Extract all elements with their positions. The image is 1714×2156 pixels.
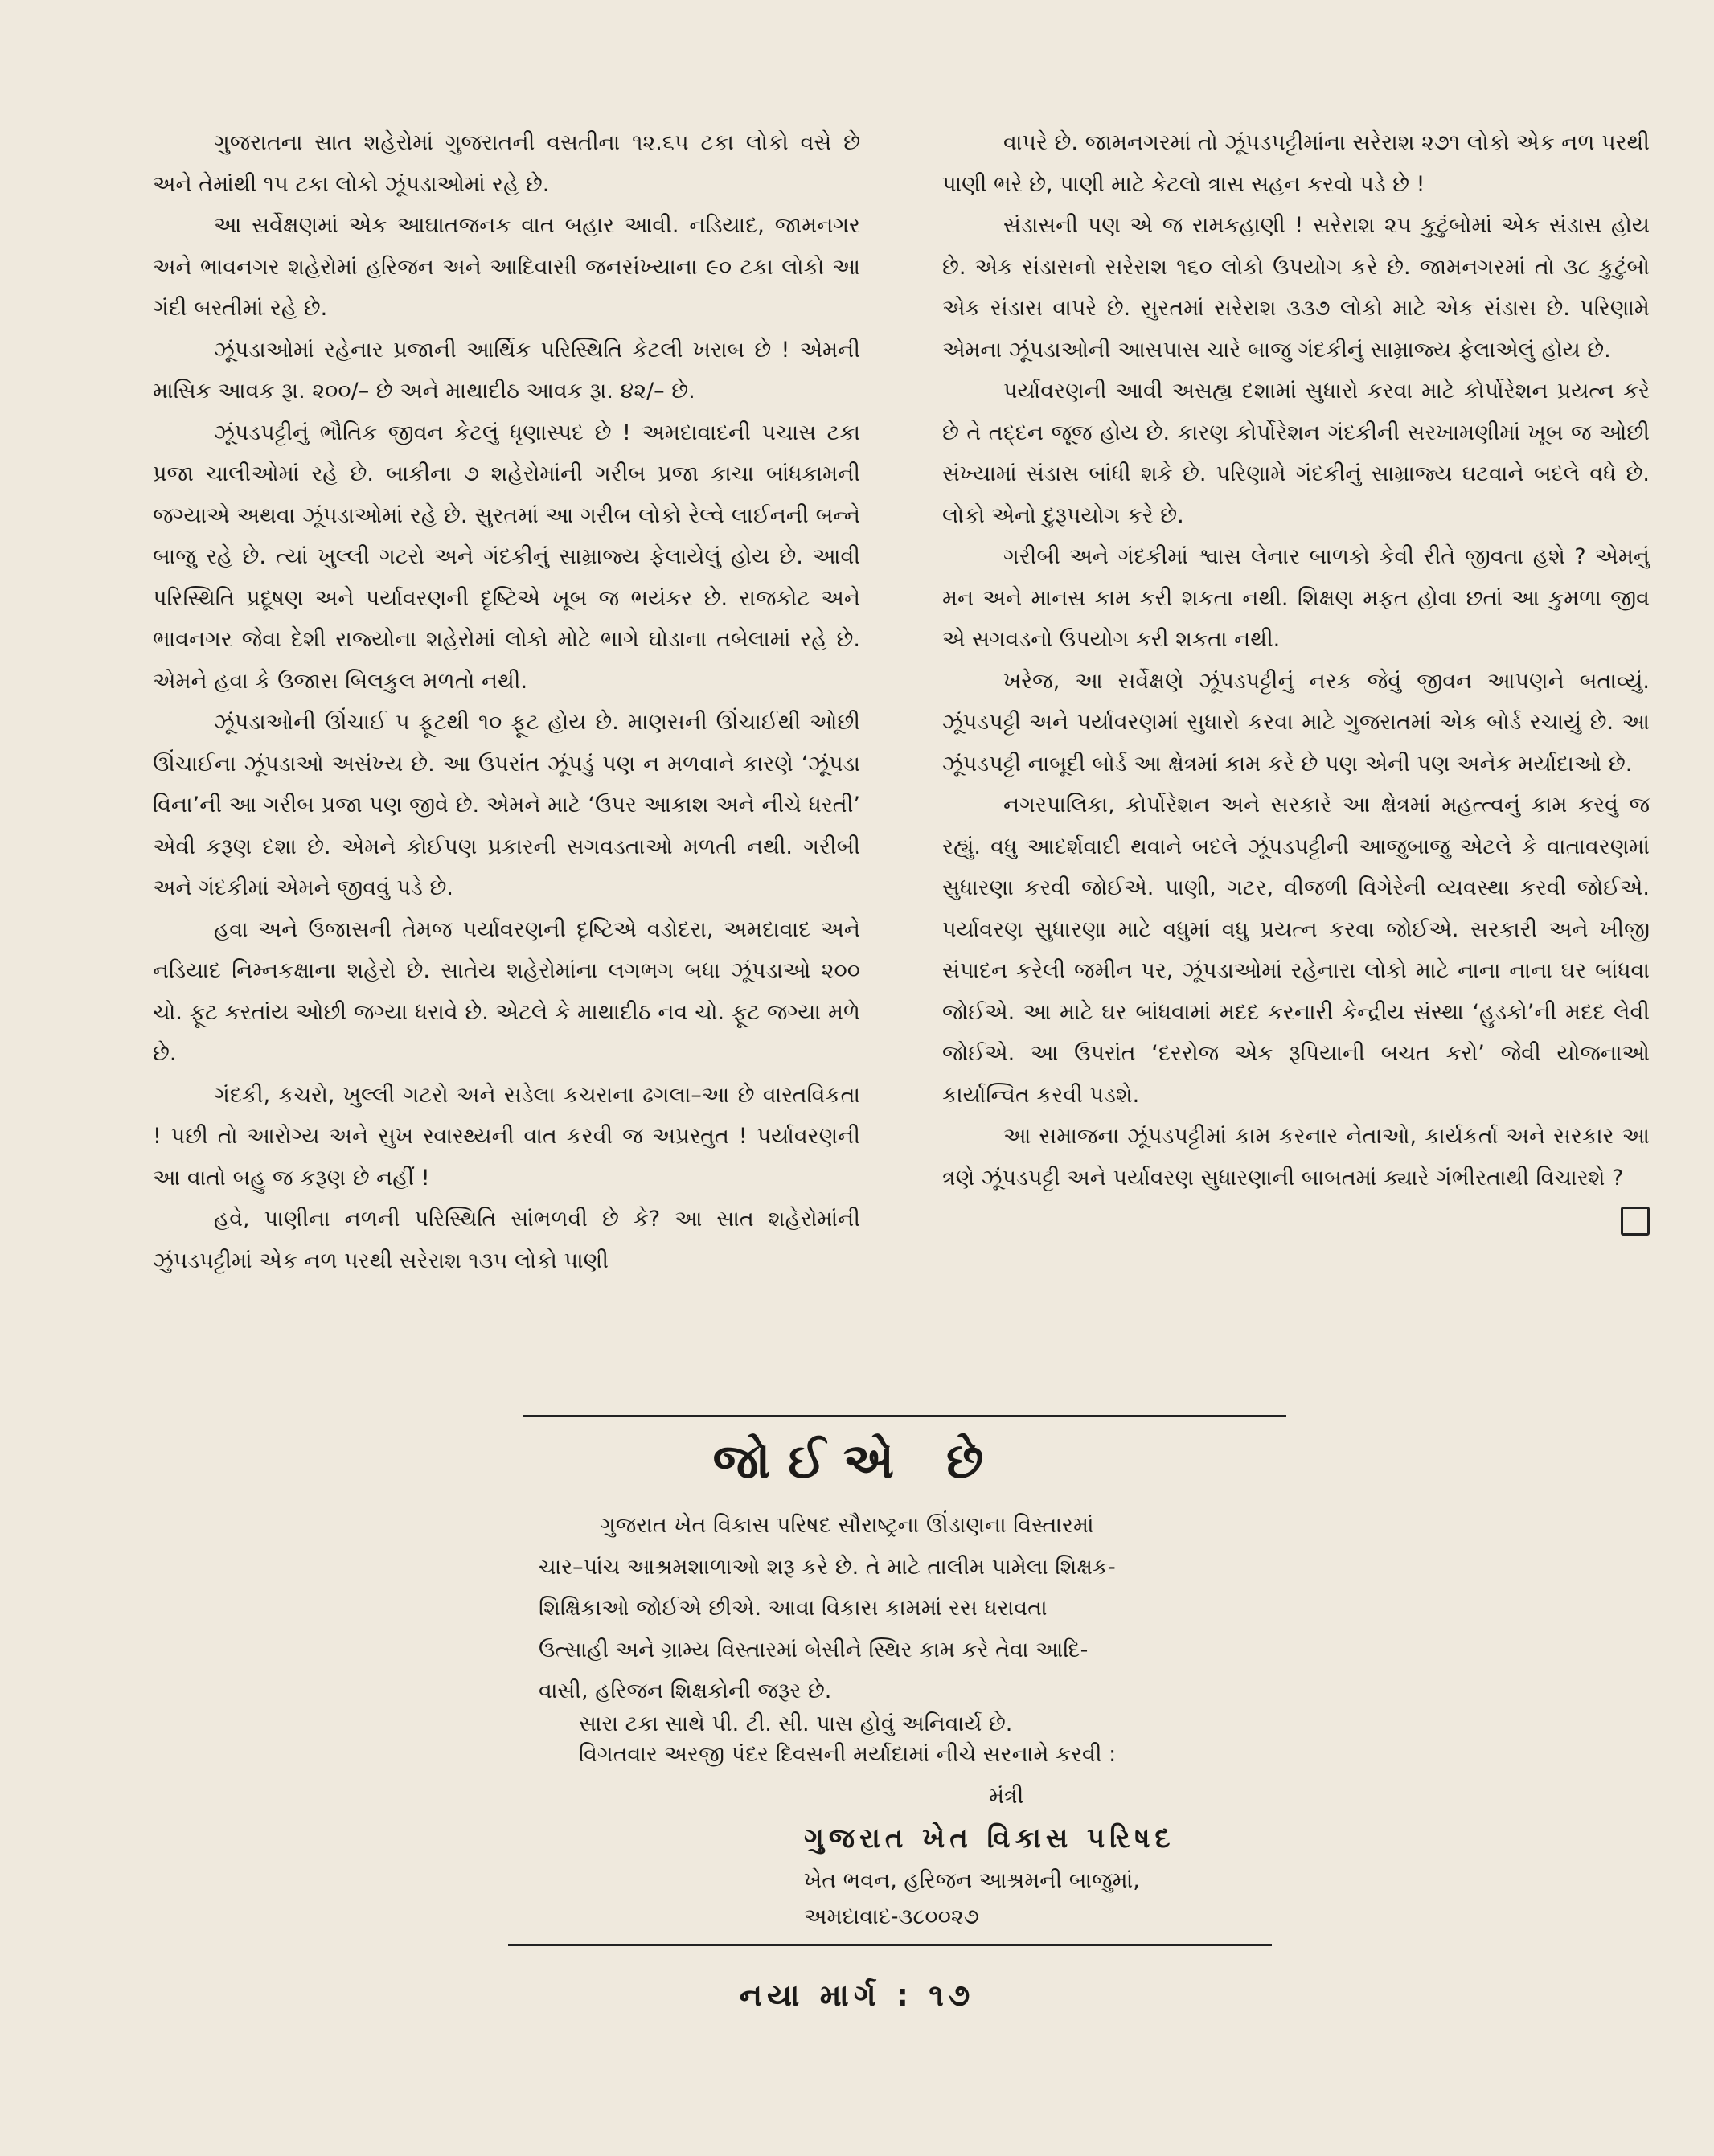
ad-body-line: વાસી, હરિજન શિક્ષકોની જરૂર છે. [539, 1678, 832, 1703]
article-paragraph [942, 1116, 1650, 1199]
article-paragraph: આ સર્વેક્ષણમાં એક આઘાતજનક વાત બહાર આવી. નડિયાદ, જામનગર અને ભાવનગર શહેરોમાં હરિજન અને આદિવાસી જનસંખ્યાના ૯૦ ટકા લોકો આ ગંદી બસ્તીમાં રહે છે. [153, 213, 860, 321]
article-paragraph: ગુજરાતના સાત શહેરોમાં ગુજરાતની વસતીના ૧૨.૬૫ ટકા લોકો વસે છે અને તેમાંથી ૧૫ ટકા લોકો ઝૂંપડાઓમાં રહે છે. [153, 130, 860, 197]
article-column-right [942, 122, 1650, 1236]
ad-body [539, 1505, 1270, 1712]
ad-title: જોઈએ છે [712, 1433, 1002, 1490]
article-paragraph: વાપરે છે. જામનગરમાં તો ઝૂંપડપટ્ટીમાંના સરેરાશ ૨૭૧ લોકો એક નળ પરથી પાણી ભરે છે, પાણી માટે કેટલો ત્રાસ સહન કરવો પડે છે ! [942, 130, 1650, 197]
ad-signature-block [804, 1778, 1286, 1935]
article-column-left [153, 122, 860, 1281]
ad-address-line: ખેત ભવન, હરિજન આશ્રમની બાજુમાં, [804, 1868, 1140, 1893]
ad-requirements [579, 1709, 1270, 1770]
ad-signatory: મંત્રી [989, 1784, 1024, 1809]
ad-body-line: ચાર–પાંચ આશ્રમશાળાઓ શરૂ કરે છે. તે માટે તાલીમ પામેલા શિક્ષક- [539, 1554, 1116, 1580]
ad-bottom-rule [508, 1944, 1272, 1946]
ad-body-line: ગુજરાત ખેત વિકાસ પરિષદ સૌરાષ્ટ્રના ઊંડાણના વિસ્તારમાં [600, 1513, 1094, 1538]
article-paragraph: ઝૂંપડાઓમાં રહેનાર પ્રજાની આર્થિક પરિસ્થિતિ કેટલી ખરાબ છે ! એમની માસિક આવક રૂા. ૨૦૦/– છે અને માથાદીઠ આવક રૂા. ૪૨/– છે. [153, 337, 860, 404]
end-of-article-mark [1621, 1207, 1650, 1236]
article-paragraph: સંડાસની પણ એ જ રામકહાણી ! સરેરાશ ૨૫ કુટુંબોમાં એક સંડાસ હોય છે. એક સંડાસનો સરેરાશ ૧૬૦ લોકો ઉપયોગ કરે છે. જામનગરમાં તો ૩૮ કુટુંબો એક સંડાસ વાપરે છે. સુરતમાં સરેરાશ ૩૩૭ લોકો માટે એક સંડાસ છે. પરિણામે એમના ઝૂંપડાઓની આસપાસ ચારે બાજુ ગંદકીનું સામ્રાજ્ય ફેલાએલું હોય છે. [942, 213, 1650, 363]
article-closing-text: આ સમાજના ઝૂંપડપટ્ટીમાં કામ કરનાર નેતાઓ, કાર્યકર્તા અને સરકાર આ ત્રણે ઝૂંપડપટ્ટી અને પર્યાવરણ સુધારણાની બાબતમાં ક્યારે ગંભીરતાથી વિચારશે ? [942, 1124, 1650, 1191]
article-paragraph: પર્યાવરણની આવી અસહ્ય દશામાં સુધારો કરવા માટે કોર્પોરેશન પ્રયત્ન કરે છે તે તદ્દન જૂજ હોય છે. કારણ કોર્પોરેશન ગંદકીની સરખામણીમાં ખૂબ જ ઓછી સંખ્યામાં સંડાસ બાંધી શકે છે. પરિણામે ગંદકીનું સામ્રાજ્ય ઘટવાને બદલે વધે છે. લોકો એનો દુરૂપયોગ કરે છે. [942, 379, 1650, 528]
ad-address-line: અમદાવાદ-૩૮૦૦૨૭ [804, 1904, 979, 1929]
article-paragraph: ગરીબી અને ગંદકીમાં શ્વાસ લેનાર બાળકો કેવી રીતે જીવતા હશે ? એમનું મન અને માનસ કામ કરી શકતા નથી. શિક્ષણ મફત હોવા છતાં આ કુમળા જીવ એ સગવડનો ઉપયોગ કરી શકતા નથી. [942, 544, 1650, 652]
article-paragraph: ઝૂંપડપટ્ટીનું ભૌતિક જીવન કેટલું ધૃણાસ્પદ છે ! અમદાવાદની પચાસ ટકા પ્રજા ચાલીઓમાં રહે છે. બાકીના ૭ શહેરોમાંની ગરીબ પ્રજા કાચા બાંધકામની જગ્યાએ અથવા ઝૂંપડાઓમાં રહે છે. સુરતમાં આ ગરીબ લોકો રેલ્વે લાઈનની બન્ને બાજુ રહે છે. ત્યાં ખુલ્લી ગટરો અને ગંદકીનું સામ્રાજ્ય ફેલાયેલું હોય છે. આવી પરિસ્થિતિ પ્રદૂષણ અને પર્યાવરણની દૃષ્ટિએ ખૂબ જ ભયંકર છે. રાજકોટ અને ભાવનગર જેવા દેશી રાજ્યોના શહેરોમાં લોકો મોટે ભાગે ઘોડાના તબેલામાં રહે છે. એમને હવા કે ઉજાસ બિલકુલ મળતો નથી. [153, 420, 860, 694]
ad-body-line: ઉત્સાહી અને ગ્રામ્ય વિસ્તારમાં બેસીને સ્થિર કામ કરે તેવા આદિ- [539, 1637, 1089, 1662]
article-paragraph: ગંદકી, કચરો, ખુલ્લી ગટરો અને સડેલા કચરાના ઢગલા–આ છે વાસ્તવિકતા ! પછી તો આરોગ્ય અને સુખ સ્વાસ્થ્યની વાત કરવી જ અપ્રસ્તુત ! પર્યાવરણની આ વાતો બહુ જ કરૂણ છે નહીં ! [153, 1082, 860, 1191]
ad-requirement-line: સારા ટકા સાથે પી. ટી. સી. પાસ હોવું અનિવાર્ય છે. [579, 1711, 1013, 1736]
article-paragraph: હવા અને ઉજાસની તેમજ પર્યાવરણની દૃષ્ટિએ વડોદરા, અમદાવાદ અને નડિયાદ નિમ્નકક્ષાના શહેરો છે. સાતેય શહેરોમાંના લગભગ બધા ઝૂંપડાઓ ૨૦૦ ચો. ફૂટ કરતાંય ઓછી જગ્યા ધરાવે છે. એટલે કે માથાદીઠ નવ ચો. ફૂટ જગ્યા મળે છે. [153, 916, 860, 1066]
article-paragraph: હવે, પાણીના નળની પરિસ્થિતિ સાંભળવી છે કે? આ સાત શહેરોમાંની ઝુંપડપટ્ટીમાં એક નળ પરથી સરેરાશ ૧૩૫ લોકો પાણી [153, 1207, 860, 1273]
page-footer: નયા માર્ગ : ૧૭ [739, 1978, 975, 2013]
ad-requirement-line: વિગતવાર અરજી પંદર દિવસની મર્યાદામાં નીચે સરનામે કરવી : [579, 1742, 1117, 1767]
article-paragraph: ખરેજ, આ સર્વેક્ષણે ઝૂંપડપટ્ટીનું નરક જેવું જીવન આપણને બતાવ્યું. ઝૂંપડપટ્ટી અને પર્યાવરણમાં સુધારો કરવા માટે ગુજરાતમાં એક બોર્ડ રચાયું છે. આ ઝૂંપડપટ્ટી નાબૂદી બોર્ડ આ ક્ષેત્રમાં કામ કરે છે પણ એની પણ અનેક મર્યાદાઓ છે. [942, 668, 1650, 777]
ad-body-line: શિક્ષિકાઓ જોઈએ છીએ. આવા વિકાસ કામમાં રસ ધરાવતા [539, 1596, 1048, 1621]
article-paragraph: ઝૂંપડાઓની ઊંચાઈ ૫ ફૂટથી ૧૦ ફૂટ હોય છે. માણસની ઊંચાઈથી ઓછી ઊંચાઈના ઝૂંપડાઓ અસંખ્ય છે. આ ઉપરાંત ઝૂંપડું પણ ન મળવાને કારણે ‘ઝૂંપડા વિના’ની આ ગરીબ પ્રજા પણ જીવે છે. એમને માટે ‘ઉપર આકાશ અને નીચે ધરતી’ એવી કરૂણ દશા છે. એમને કોઈપણ પ્રકારની સગવડતાઓ મળતી નથી. ગરીબી અને ગંદકીમાં એમને જીવવું પડે છે. [153, 710, 860, 900]
ad-top-rule [523, 1415, 1286, 1417]
article-paragraph: નગરપાલિકા, કોર્પોરેશન અને સરકારે આ ક્ષેત્રમાં મહત્ત્વનું કામ કરવું જ રહ્યું. વધુ આદર્શવાદી થવાને બદલે ઝૂંપડપટ્ટીની આજુબાજુ એટલે કે વાતાવરણમાં સુધારણા કરવી જોઈએ. પાણી, ગટર, વીજળી વિગેરેની વ્યવસ્થા કરવી જોઈએ. પર્યાવરણ સુધારણા માટે વધુમાં વધુ પ્રયત્ન કરવા જોઈએ. સરકારી અને ખીજી સંપાદન કરેલી જમીન પર, ઝૂંપડાઓમાં રહેનારા લોકો માટે નાના નાના ઘર બાંધવા જોઈએ. આ માટે ઘર બાંધવામાં મદદ કરનારી કેન્દ્રીય સંસ્થા ‘હુડકો’ની મદદ લેવી જોઈએ. આ ઉપરાંત ‘દરરોજ એક રૂપિયાની બચત કરો’ જેવી યોજનાઓ કાર્યાન્વિત કરવી પડશે. [942, 793, 1650, 1108]
ad-org-name: ગુજરાત ખેત વિકાસ પરિષદ [804, 1822, 1175, 1855]
